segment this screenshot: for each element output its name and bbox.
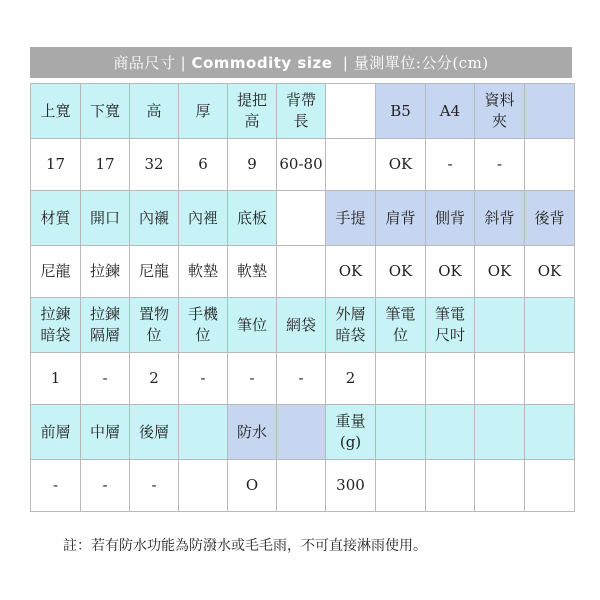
title-separator: | xyxy=(342,53,349,72)
header-row xyxy=(31,191,575,246)
value-cell xyxy=(326,139,376,191)
value-cell: - xyxy=(426,139,475,191)
header-cell: 筆位 xyxy=(228,298,277,353)
value-cell: OK xyxy=(376,246,426,298)
spec-table-body xyxy=(31,84,575,512)
title-unit: 量測單位:公分(cm) xyxy=(353,54,489,72)
header-row xyxy=(31,405,575,460)
header-cell: 斜背 xyxy=(475,191,525,246)
value-cell: 32 xyxy=(130,139,179,191)
header-cell xyxy=(326,84,376,139)
title-english: Commodity size xyxy=(191,53,333,72)
value-cell: - xyxy=(81,460,130,512)
value-cell: 17 xyxy=(31,139,81,191)
value-cell xyxy=(525,353,575,405)
header-row xyxy=(31,84,575,139)
header-cell: 防水 xyxy=(228,405,277,460)
value-cell: 60-80 xyxy=(277,139,326,191)
header-cell: 重量 (g) xyxy=(326,405,376,460)
header-cell: 網袋 xyxy=(277,298,326,353)
header-cell xyxy=(525,405,575,460)
value-cell xyxy=(179,460,228,512)
value-cell xyxy=(376,460,426,512)
header-cell: 置物 位 xyxy=(130,298,179,353)
value-cell: 軟墊 xyxy=(228,246,277,298)
title-separator: | xyxy=(180,53,187,72)
value-cell xyxy=(426,460,475,512)
header-cell: 中層 xyxy=(81,405,130,460)
value-cell xyxy=(475,460,525,512)
value-cell: 尼龍 xyxy=(130,246,179,298)
title-chinese: 商品尺寸 xyxy=(113,54,176,72)
value-cell: 6 xyxy=(179,139,228,191)
value-row xyxy=(31,353,575,405)
header-cell: 外層 暗袋 xyxy=(326,298,376,353)
value-row xyxy=(31,139,575,191)
header-cell xyxy=(525,84,575,139)
value-cell xyxy=(376,353,426,405)
header-cell: 材質 xyxy=(31,191,81,246)
value-cell xyxy=(277,246,326,298)
header-cell: 資料 夾 xyxy=(475,84,525,139)
value-cell xyxy=(525,139,575,191)
header-cell xyxy=(277,405,326,460)
header-cell: 後層 xyxy=(130,405,179,460)
value-cell xyxy=(475,353,525,405)
header-cell: 下寬 xyxy=(81,84,130,139)
header-cell: B5 xyxy=(376,84,426,139)
value-cell: OK xyxy=(376,139,426,191)
value-cell: - xyxy=(81,353,130,405)
header-cell xyxy=(179,405,228,460)
header-row xyxy=(31,298,575,353)
value-cell xyxy=(426,353,475,405)
header-cell: 前層 xyxy=(31,405,81,460)
value-row xyxy=(31,460,575,512)
value-cell: - xyxy=(277,353,326,405)
header-cell: 提把 高 xyxy=(228,84,277,139)
value-cell: OK xyxy=(475,246,525,298)
size-spec-table xyxy=(30,83,575,512)
header-cell: 肩背 xyxy=(376,191,426,246)
header-cell: 上寬 xyxy=(31,84,81,139)
header-cell: 背帶 長 xyxy=(277,84,326,139)
waterproof-note: 註：若有防水功能為防潑水或毛毛雨，不可直接淋雨使用。 xyxy=(63,538,427,554)
value-cell: O xyxy=(228,460,277,512)
header-cell: 拉鍊 暗袋 xyxy=(31,298,81,353)
value-cell: 1 xyxy=(31,353,81,405)
value-cell: 尼龍 xyxy=(31,246,81,298)
value-cell: 9 xyxy=(228,139,277,191)
value-cell: 300 xyxy=(326,460,376,512)
value-cell: - xyxy=(228,353,277,405)
header-cell: 厚 xyxy=(179,84,228,139)
header-cell: 高 xyxy=(130,84,179,139)
value-cell xyxy=(525,460,575,512)
value-cell: OK xyxy=(426,246,475,298)
header-cell: 開口 xyxy=(81,191,130,246)
header-cell: 手機 位 xyxy=(179,298,228,353)
value-cell: - xyxy=(130,460,179,512)
header-cell xyxy=(475,405,525,460)
header-cell: 側背 xyxy=(426,191,475,246)
header-cell: 筆電 位 xyxy=(376,298,426,353)
header-cell xyxy=(376,405,426,460)
header-cell xyxy=(277,191,326,246)
value-cell: 軟墊 xyxy=(179,246,228,298)
header-cell: 手提 xyxy=(326,191,376,246)
value-cell: - xyxy=(475,139,525,191)
header-cell: 拉鍊 隔層 xyxy=(81,298,130,353)
value-cell: 拉鍊 xyxy=(81,246,130,298)
value-cell xyxy=(277,460,326,512)
header-cell: 內襯 xyxy=(130,191,179,246)
header-cell: A4 xyxy=(426,84,475,139)
value-cell: OK xyxy=(326,246,376,298)
value-cell: 2 xyxy=(130,353,179,405)
value-cell: - xyxy=(31,460,81,512)
value-cell: 17 xyxy=(81,139,130,191)
header-cell: 筆電 尺吋 xyxy=(426,298,475,353)
header-cell xyxy=(525,298,575,353)
header-cell: 底板 xyxy=(228,191,277,246)
header-cell: 內裡 xyxy=(179,191,228,246)
header-cell xyxy=(426,405,475,460)
value-cell: - xyxy=(179,353,228,405)
commodity-size-title-bar xyxy=(30,47,572,78)
value-cell: OK xyxy=(525,246,575,298)
header-cell xyxy=(475,298,525,353)
value-row xyxy=(31,246,575,298)
value-cell: 2 xyxy=(326,353,376,405)
header-cell: 後背 xyxy=(525,191,575,246)
